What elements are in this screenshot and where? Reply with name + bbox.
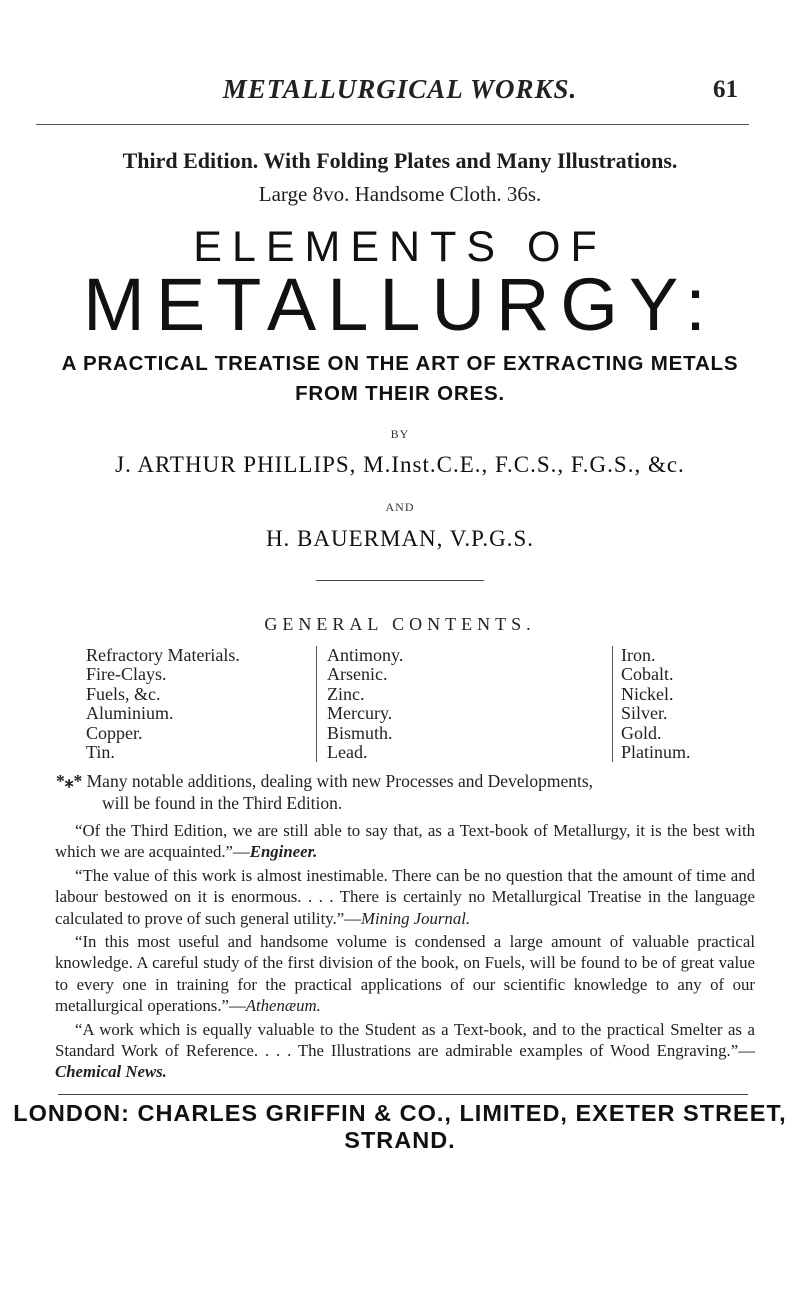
review-text: “A work which is equally valuable to the Student as a Text-book, and to the practical Smelter as a Standard Work of Reference. . . . The Illustrations are admirable examples of Wood Engraving.”— [55, 1019, 755, 1061]
review-source: Engineer. [249, 842, 318, 862]
review-text: “Of the Third Edition, we are still able to say that, as a Text-book of Metallurgy, it is the best with which we are acquainted.”— [55, 821, 755, 862]
additions-note [56, 770, 756, 814]
edition-line: Third Edition. With Folding Plates and Many Illustrations. [122, 148, 678, 173]
asterism-marker: *⁎* [56, 771, 83, 791]
note-line-1 [56, 770, 756, 792]
book-title-line-2: METALLURGY: [83, 263, 717, 346]
section-divider [316, 580, 484, 581]
and-label: AND [385, 500, 415, 514]
by-label: BY [390, 427, 410, 441]
page-number: 61 [713, 76, 738, 103]
contents-item: Platinum. [621, 742, 691, 763]
contents-item: Nickel. [621, 683, 674, 704]
contents-item: Mercury. [327, 703, 393, 724]
contents-column-1 [86, 646, 316, 762]
running-head [60, 74, 740, 114]
contents-item: Arsenic. [327, 664, 388, 685]
contents-item: Cobalt. [621, 664, 674, 685]
contents-item: Zinc. [327, 683, 365, 704]
contents-item: Gold. [621, 722, 662, 743]
contents-item: Silver. [621, 703, 668, 724]
review-source: Chemical News. [55, 1062, 167, 1082]
note-line-2: will be found in the Third Edition. [102, 793, 343, 813]
contents-item: Antimony. [327, 645, 404, 665]
contents-item: Copper. [86, 722, 143, 743]
review-quote [55, 820, 755, 863]
review-quote [55, 1019, 755, 1083]
press-reviews [55, 820, 755, 1083]
contents-heading: GENERAL CONTENTS. [264, 614, 536, 634]
note-text-1: Many notable additions, dealing with new Processes and Developments, [86, 771, 594, 791]
running-head-title: METALLURGICAL WORKS. [222, 74, 578, 104]
publisher-imprint: LONDON: CHARLES GRIFFIN & CO., LIMITED, EXETER STREET, STRAND. [13, 1100, 787, 1153]
contents-column-3 [612, 646, 731, 762]
contents-item: Iron. [621, 645, 656, 665]
contents-item: Tin. [86, 742, 115, 763]
format-price-line: Large 8vo. Handsome Cloth. 36s. [258, 182, 542, 206]
review-source: Athenæum. [245, 996, 321, 1016]
book-subtitle-line-2: FROM THEIR ORES. [295, 382, 505, 405]
author-1: J. ARTHUR PHILLIPS, M.Inst.C.E., F.C.S., F.G.S., &c. [115, 452, 685, 477]
contents-item: Refractory Materials. [86, 645, 240, 665]
contents-item: Lead. [327, 742, 368, 763]
review-text: “In this most useful and handsome volume is condensed a large amount of valuable practical knowledge. A careful study of the first division of the book, on Fuels, will be found to be of great value to every one in training for the practical applications of our scientific knowledge to any of our metallurgical operations.”— [55, 932, 755, 1016]
review-quote [55, 931, 755, 1017]
review-text: “The value of this work is almost inestimable. There can be no question that the amount of time and labour bestowed on it is enormous. . . . There is certainly no Metallurgical Treatise in the language calculated to prove of such general utility.”— [55, 865, 755, 928]
contents-item: Bismuth. [327, 722, 393, 743]
contents-item: Aluminium. [86, 703, 174, 724]
book-title-line-1: ELEMENTS OF [193, 223, 607, 271]
contents-item: Fuels, &c. [86, 683, 161, 704]
review-source: Mining Journal. [361, 908, 471, 928]
footer-rule [58, 1094, 748, 1095]
contents-item: Fire-Clays. [86, 664, 167, 685]
book-subtitle-line-1: A PRACTICAL TREATISE ON THE ART OF EXTRACTING METALS [61, 352, 739, 375]
author-2: H. BAUERMAN, V.P.G.S. [265, 526, 535, 551]
review-quote [55, 865, 755, 929]
contents-table [86, 646, 706, 766]
header-rule [36, 124, 749, 125]
contents-column-2 [316, 646, 597, 762]
